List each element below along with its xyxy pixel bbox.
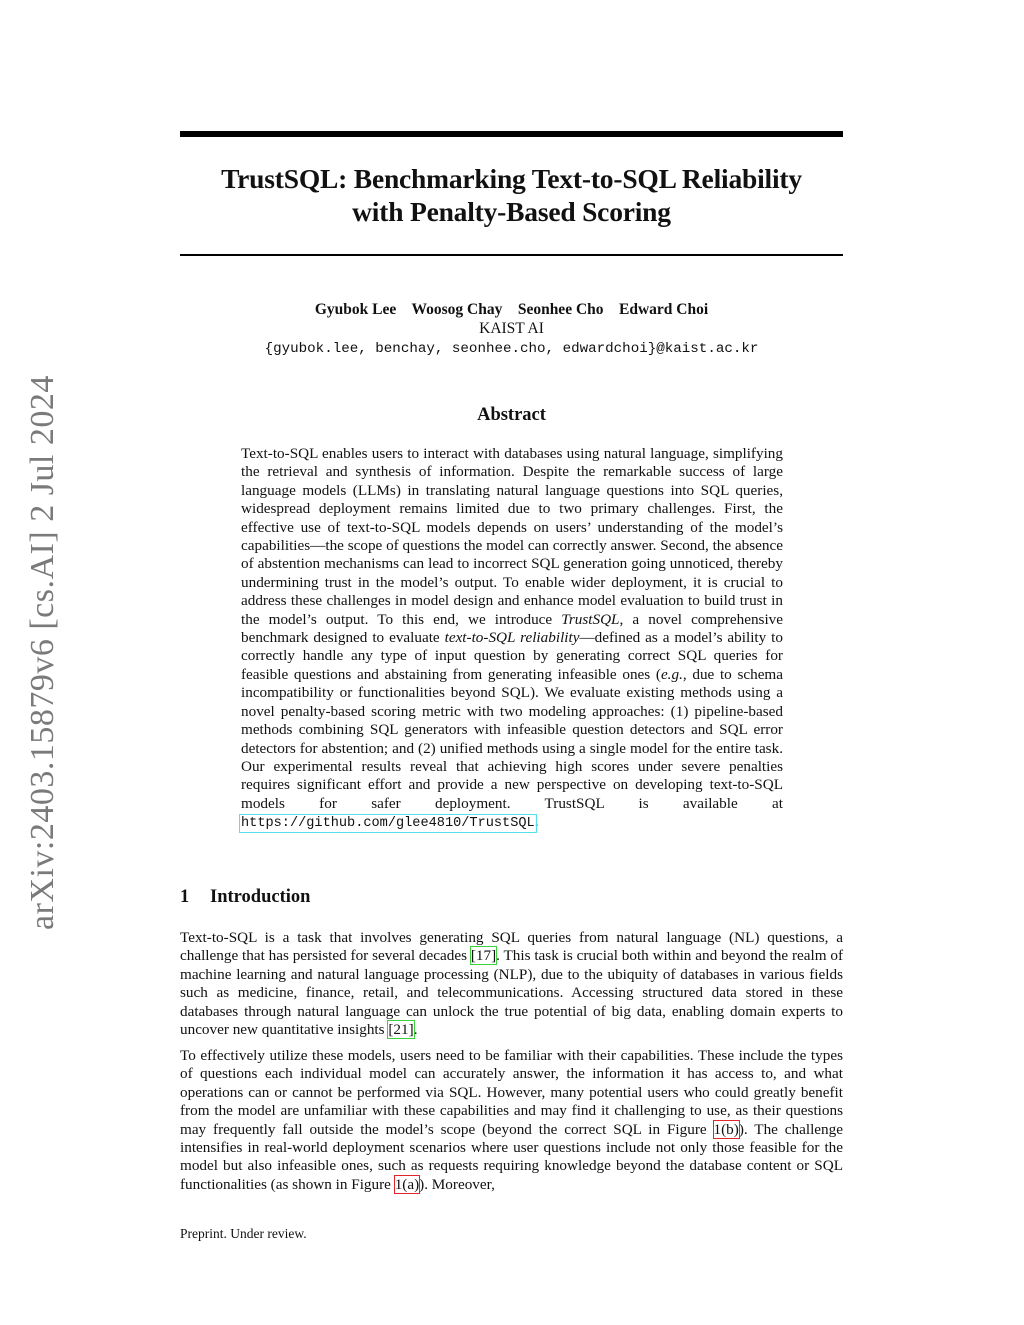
github-repo-link[interactable]: https://github.com/glee4810/TrustSQL (241, 816, 535, 832)
intro-p1-text-1: Text-to-SQL is a task that involves generating SQL queries from natural language (NL) questions, a challenge that has persisted for several decades (180, 929, 843, 965)
citation-link-17[interactable]: [17] (470, 947, 497, 965)
abstract-text-end: . (534, 813, 539, 831)
abstract-heading: Abstract (477, 405, 546, 425)
intro-paragraph-1 (180, 929, 843, 1039)
intro-p1-text-end: . (413, 1021, 418, 1039)
author-affiliation: KAIST AI (479, 320, 544, 337)
intro-p2-text-1: To effectively utilize these models, users need to be familiar with their capabilities. These include the types of questions each individual model can accurately answer, the information it has access to, and what operations can or cannot be performed via SQL. However, many potential users who could greatly benefit from the model are unfamiliar with these capabilities and may find it challenging to use, as their questions may frequently fall outside the model’s scope (beyond the correct SQL in Figure (180, 1047, 843, 1138)
intro-paragraph-2 (180, 1047, 843, 1194)
figure-ref-link-1b[interactable]: 1(b) (713, 1120, 739, 1138)
author-emails: {gyubok.lee, benchay, seonhee.cho, edwardchoi}@kaist.ac.kr (264, 341, 759, 357)
title-top-rule (180, 131, 843, 137)
intro-p2-text-3: ). Moreover, (419, 1175, 495, 1193)
intro-p2-text-2: ). The challenge intensifies in real-world deployment scenarios where user questions include not only those feasible for the model but also infeasible ones, such as requests requiring knowledge beyond the database content or SQL functionalities (as shown in Figure (180, 1120, 843, 1193)
citation-link-21[interactable]: [21] (388, 1021, 414, 1039)
title-line-2: with Penalty-Based Scoring (352, 196, 671, 227)
abstract-text-2: , a novel comprehensive benchmark designed to evaluate (241, 610, 783, 647)
abstract-text-4: , due to schema incompatibility or functionalities beyond SQL). We evaluate existing methods using a novel penalty-based scoring metric with two modeling approaches: (1) pipeline-based methods combining SQL generators with infeasible question detectors and SQL error detectors for abstention; and (2) unified methods using a single model for the entire task. Our experimental results reveal that achieving high scores under severe penalties requires significant effort and provide a new perspective on developing text-to-SQL models for safer deployment. TrustSQL is available at (241, 665, 783, 812)
abstract-body (241, 445, 783, 834)
abstract-text-1: Text-to-SQL enables users to interact with databases using natural language, simplifying the retrieval and synthesis of information. Despite the remarkable success of large language models (LLMs) in translating natural language questions into SQL queries, widespread deployment remains limited due to two primary challenges. First, the effective use of text-to-SQL models depends on users’ understanding of the model’s capabilities—the scope of questions the model can correctly answer. Second, the absence of abstention mechanisms can lead to incorrect SQL generation going unnoticed, thereby undermining trust in the model’s output. To enable wider deployment, it is crucial to address these challenges in model design and enhance model evaluation to build trust in the model’s output. To this end, we introduce (241, 445, 783, 628)
paper-title (180, 162, 843, 228)
section-number: 1 (180, 887, 190, 907)
abstract-trustsql-emphasis: TrustSQL (561, 610, 620, 628)
intro-p1-text-2: . This task is crucial both within and beyond the realm of machine learning and natural language processing (NLP), due to the ubiquity of databases in various fields such as medicine, finance, retail, and telecommunications. Accessing structured data stored in these databases through natural language can unlock the true potential of big data, enabling domain experts to uncover new quantitative insights (180, 947, 843, 1039)
title-bottom-rule (180, 254, 843, 256)
section-heading-introduction (180, 885, 843, 909)
figure-ref-link-1a[interactable]: 1(a) (394, 1175, 420, 1193)
preprint-footer: Preprint. Under review. (180, 1226, 307, 1241)
abstract-text-3: —defined as a model’s ability to correctly handle any type of input question by generating correct SQL queries for feasible questions and abstaining from generating infeasible ones ( (241, 629, 783, 683)
title-line-1: TrustSQL: Benchmarking Text-to-SQL Reliability (221, 163, 802, 194)
abstract-eg-emphasis: e.g. (660, 665, 683, 683)
author-list: Gyubok Lee Woosog Chay Seonhee Cho Edward Choi (314, 301, 709, 318)
section-title: Introduction (210, 887, 311, 907)
abstract-reliability-emphasis: text-to-SQL reliability (444, 629, 580, 647)
arxiv-identifier-stamp: arXiv:2403.15879v6 [cs.AI] 2 Jul 2024 (24, 375, 61, 930)
